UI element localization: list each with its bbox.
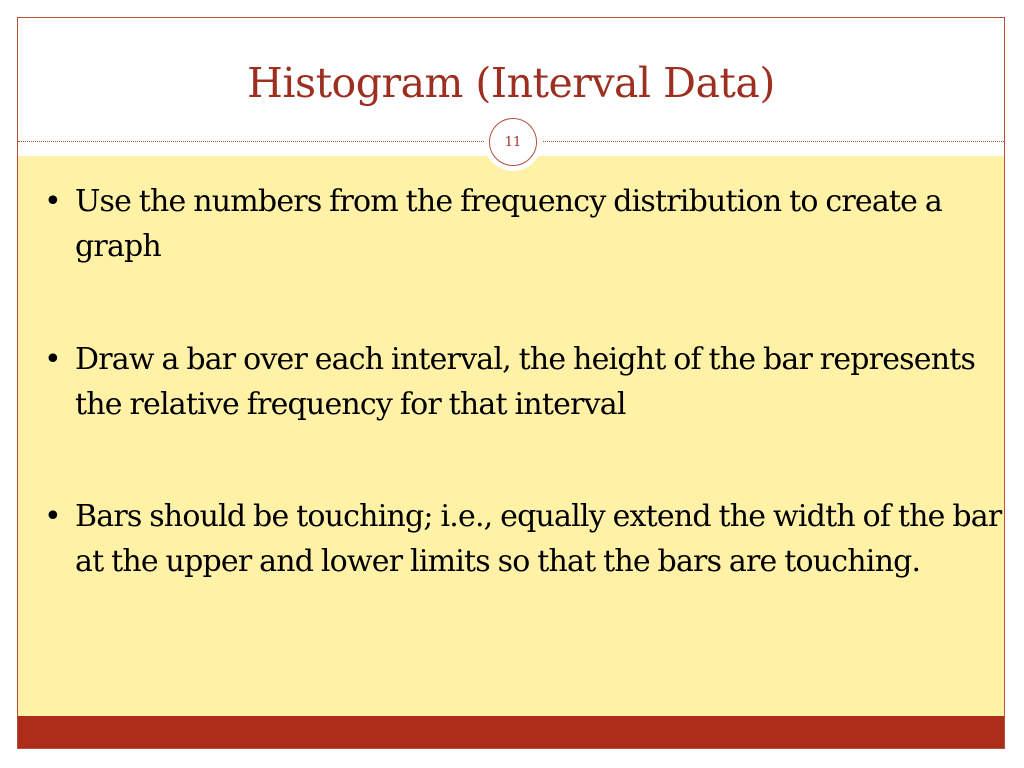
bullet-text: Use the numbers from the frequency distribution to create a graph [75,184,942,264]
bullet-item [44,494,1015,584]
bullet-text: Draw a bar over each interval, the height of the bar represents the relative frequency for that interval [75,342,976,422]
bullet-marker: • [44,342,61,377]
slide-title: Histogram (Interval Data) [247,59,775,107]
footer-band [18,716,1004,748]
bullet-marker: • [44,184,61,219]
bullet-marker: • [44,499,61,534]
bullet-item [44,337,1015,427]
bullet-item [44,179,1015,269]
page-number: 11 [489,118,537,166]
bullet-text: Bars should be touching; i.e., equally extend the width of the bar at the upper and lower limits so that the bars are touching. [75,499,1002,579]
page-number-badge [484,113,542,171]
